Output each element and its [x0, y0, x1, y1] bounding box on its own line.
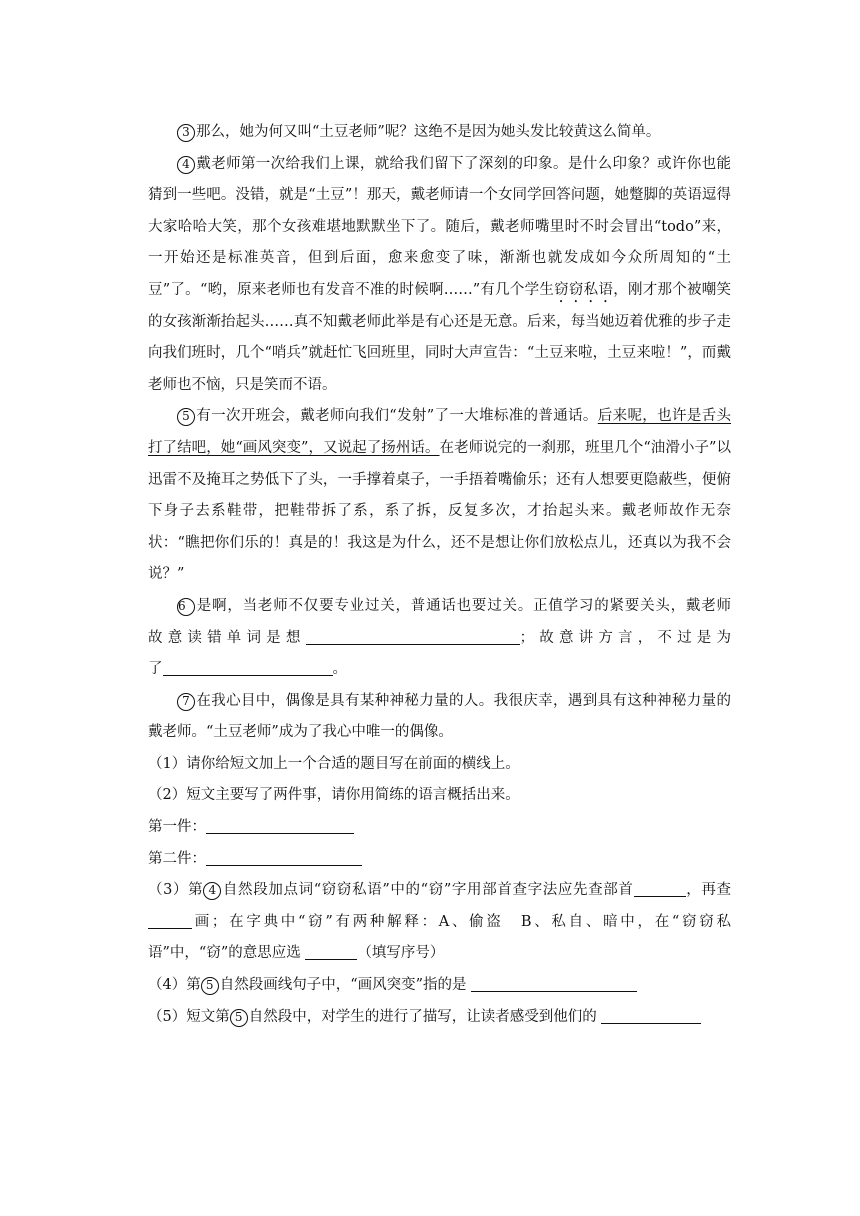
circled-number: 4	[177, 156, 195, 174]
paragraph-text: 戴老师第一次给我们上课，就给我们留下了深刻的印象。是什么印象？或许你也能猜到一些吧。没错，就是“土豆”！那天，戴老师请一个女同学回答问题，她蹩脚的英语逗得大家哈哈大笑，那个女孩难堪地默默坐下了。随后，戴老师嘴里时不时会冒出“todo”来，一开始还是标准英音，但到后面，愈来愈变了味，渐渐也就发成如今众所周知的“土豆”了。“哟，原来老师也有发音不准的时候啊……”有几个学生	[148, 155, 731, 298]
document-page	[148, 117, 731, 1033]
question-3	[148, 875, 731, 970]
paragraph-text: 那么，她为何又叫“土豆老师”呢？这绝不是因为她头发比较黄这么简单。	[196, 124, 661, 140]
paragraph-6-line-2	[148, 623, 731, 655]
paragraph-text: ；故意讲方言，不过是为	[519, 629, 732, 646]
circled-number: 5	[201, 977, 219, 995]
question-text: 再查	[701, 882, 731, 899]
paragraph-text: 是啊，当老师不仅要专业过关，普通话也要过关。正值学习的紧要关头，戴老师	[196, 597, 731, 614]
question-text: ，	[685, 882, 702, 899]
circled-number: 4	[203, 882, 221, 900]
answer-blank[interactable]	[305, 943, 357, 960]
question-text: 画；在字典中“窃”有两种解释：A、偷盗 B、私自、暗中，在“窃窃私语”中，“窃”的意思应选	[148, 913, 731, 962]
paragraph-6	[148, 591, 731, 686]
answer-blank[interactable]	[306, 628, 520, 645]
question-text: 自然段中，对学生的进行了描写，让读者感受到他们的	[248, 1008, 597, 1025]
paragraph-text: 。	[332, 661, 347, 678]
underlined-sentence: 后来呢，也许是舌头打了结吧，她“画风突变”，又说起了扬州话。	[148, 408, 732, 456]
question-text: （3）第	[148, 882, 204, 899]
circled-number: 5	[230, 1009, 248, 1027]
paragraph-6-line-1	[148, 591, 731, 623]
paragraph-text: 故意读错单词是想	[148, 629, 306, 646]
paragraph-text: 了	[148, 661, 163, 678]
paragraph-3	[148, 117, 731, 149]
circled-number: 6	[177, 598, 195, 616]
circled-number: 7	[177, 693, 195, 711]
question-text: 第二件：	[148, 850, 206, 867]
question-2-first	[148, 812, 731, 844]
question-4	[148, 970, 731, 1002]
answer-blank[interactable]	[634, 880, 686, 897]
circled-number: 5	[177, 408, 195, 426]
question-text: （填写序号）	[357, 945, 445, 962]
question-text: （4）第	[148, 977, 201, 994]
question-1: （1）请你给短文加上一个合适的题目写在前面的横线上。	[148, 755, 520, 772]
question-text: （5）短文第	[148, 1008, 230, 1025]
paragraph-5	[148, 401, 731, 591]
paragraph-text: 有一次开班会，戴老师向我们“发射”了一大堆标准的普通话。	[196, 408, 598, 425]
answer-blank[interactable]	[206, 849, 362, 866]
circled-number: 3	[177, 124, 195, 142]
question-2: （2）短文主要写了两件事，请你用简练的语言概括出来。	[148, 787, 520, 804]
answer-blank[interactable]	[601, 1007, 701, 1024]
question-text: 第一件：	[148, 819, 206, 836]
paragraph-text: 在老师说完的一刹那，班里几个“油滑小子”以迅雷不及掩耳之势低下了头，一手撑着桌子，一手捂着嘴偷乐；还有人想要更隐蔽些，便俯下身子去系鞋带，把鞋带拆了系，系了拆，反复多次，才抬起头来。戴老师故作无奈状：“瞧把你们乐的！真是的！我这是为什么，还不是想让你们放松点儿，还真以为我不会说？”	[148, 439, 731, 583]
paragraph-text: 在我心目中，偶像是具有某种神秘力量的人。我很庆幸，遇到具有这种神秘力量的戴老师。“土豆老师”成为了我心中唯一的偶像。	[148, 692, 731, 741]
answer-blank[interactable]	[163, 659, 333, 676]
answer-blank[interactable]	[148, 912, 192, 929]
question-2-second	[148, 844, 731, 876]
question-5	[148, 1002, 731, 1034]
paragraph-6-line-3	[148, 654, 731, 686]
paragraph-text: ，刚才那个被嘲笑的女孩渐渐抬起头……真不知戴老师此举是有心还是无意。后来，每当她迈着优雅的步子走向我们班时，几个“哨兵”就赶忙飞回班里，同时大声宣告：“土豆来啦，土豆来啦！”，而戴老师也不恼，只是笑而不语。	[148, 281, 731, 393]
question-text: 自然段画线句子中，“画风突变”指的是	[219, 977, 467, 994]
dotted-phrase: 窃窃私语	[554, 281, 614, 298]
answer-blank[interactable]	[206, 817, 354, 834]
paragraph-4	[148, 149, 731, 402]
question-text: 自然段加点词“窃窃私语”中的“窃”字用部首查字法应先查部首	[222, 882, 634, 899]
answer-blank[interactable]	[471, 975, 637, 992]
paragraph-7	[148, 686, 731, 749]
